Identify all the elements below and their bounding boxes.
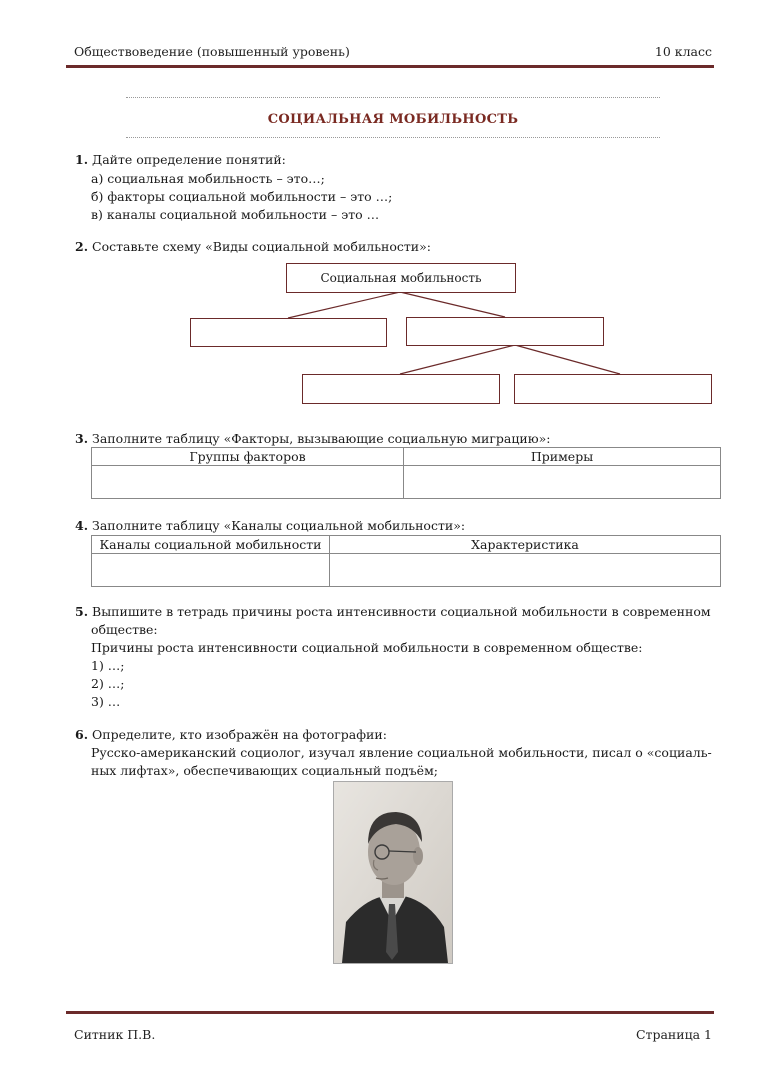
task5-number: 5. (75, 604, 89, 619)
factors-cell-groups[interactable] (92, 466, 404, 499)
footer-page-number: Страница 1 (635, 1027, 712, 1042)
task2-text: Составьте схему «Виды социальной мобильности»: (92, 239, 431, 254)
task6-text: Определите, кто изображён на фотографии: (92, 727, 387, 742)
task3-number: 3. (75, 431, 89, 446)
task2-number: 2. (75, 239, 89, 254)
page-title: СОЦИАЛЬНАЯ МОБИЛЬНОСТЬ (267, 112, 519, 127)
factors-col-examples: Примеры (404, 448, 721, 466)
connector-root-left (288, 292, 400, 318)
task1-text: Дайте определение понятий: (92, 152, 286, 167)
factors-cell-examples[interactable] (404, 466, 721, 499)
diagram-blank-box-bottom-left[interactable] (302, 374, 500, 404)
task1-number: 1. (75, 152, 89, 167)
factors-col-groups: Группы факторов (92, 448, 404, 466)
connector-root-right (400, 292, 505, 317)
mobility-diagram-connectors (0, 0, 768, 420)
task6-description-line2: ных лифтах», обеспечивающих социальный подъём; (91, 763, 439, 778)
task5-question (75, 604, 711, 619)
sociologist-photo (333, 781, 453, 964)
task5-item: 1) …; (91, 658, 125, 673)
connector-mid-left (400, 345, 515, 374)
diagram-blank-box-left[interactable] (190, 318, 387, 347)
header-grade: 10 класс (654, 44, 712, 59)
channels-col-characteristics: Характеристика (330, 536, 721, 554)
channels-table (91, 535, 721, 587)
task3-text: Заполните таблицу «Факторы, вызывающие социальную миграцию»: (92, 431, 551, 446)
task5-text-continued: обществе: (91, 622, 158, 637)
channels-col-channels: Каналы социальной мобильности (92, 536, 330, 554)
diagram-blank-box-right[interactable] (406, 317, 604, 346)
task6-question (75, 727, 387, 742)
task4-question (75, 518, 465, 533)
task4-text: Заполните таблицу «Каналы социальной мобильности»: (92, 518, 466, 533)
task5-subtitle: Причины роста интенсивности социальной мобильности в современном обществе: (91, 640, 643, 655)
task1-item: а) социальная мобильность – это…; (91, 171, 325, 186)
connector-mid-right (515, 345, 620, 374)
diagram-root-box (286, 263, 516, 293)
task6-number: 6. (75, 727, 89, 742)
factors-table (91, 447, 721, 499)
task4-number: 4. (75, 518, 89, 533)
diagram-blank-box-bottom-right[interactable] (514, 374, 712, 404)
footer-rule (66, 1011, 714, 1014)
task5-item: 3) … (91, 694, 121, 709)
task1-item: б) факторы социальной мобильности – это …; (91, 189, 393, 204)
task3-question (75, 431, 550, 446)
task6-description-line1: Русско-американский социолог, изучал явление социальной мобильности, писал о «социаль- (91, 745, 712, 760)
task1-item: в) каналы социальной мобильности – это … (91, 207, 380, 222)
channels-cell-channels[interactable] (92, 554, 330, 587)
task5-text: Выпишите в тетрадь причины роста интенсивности социальной мобильности в современном (92, 604, 711, 619)
header-subject: Обществоведение (повышенный уровень) (74, 44, 350, 59)
portrait-illustration (334, 782, 452, 963)
channels-cell-characteristics[interactable] (330, 554, 721, 587)
diagram-root-label: Социальная мобильность (320, 271, 482, 285)
task5-item: 2) …; (91, 676, 125, 691)
footer-author: Ситник П.В. (74, 1027, 156, 1042)
